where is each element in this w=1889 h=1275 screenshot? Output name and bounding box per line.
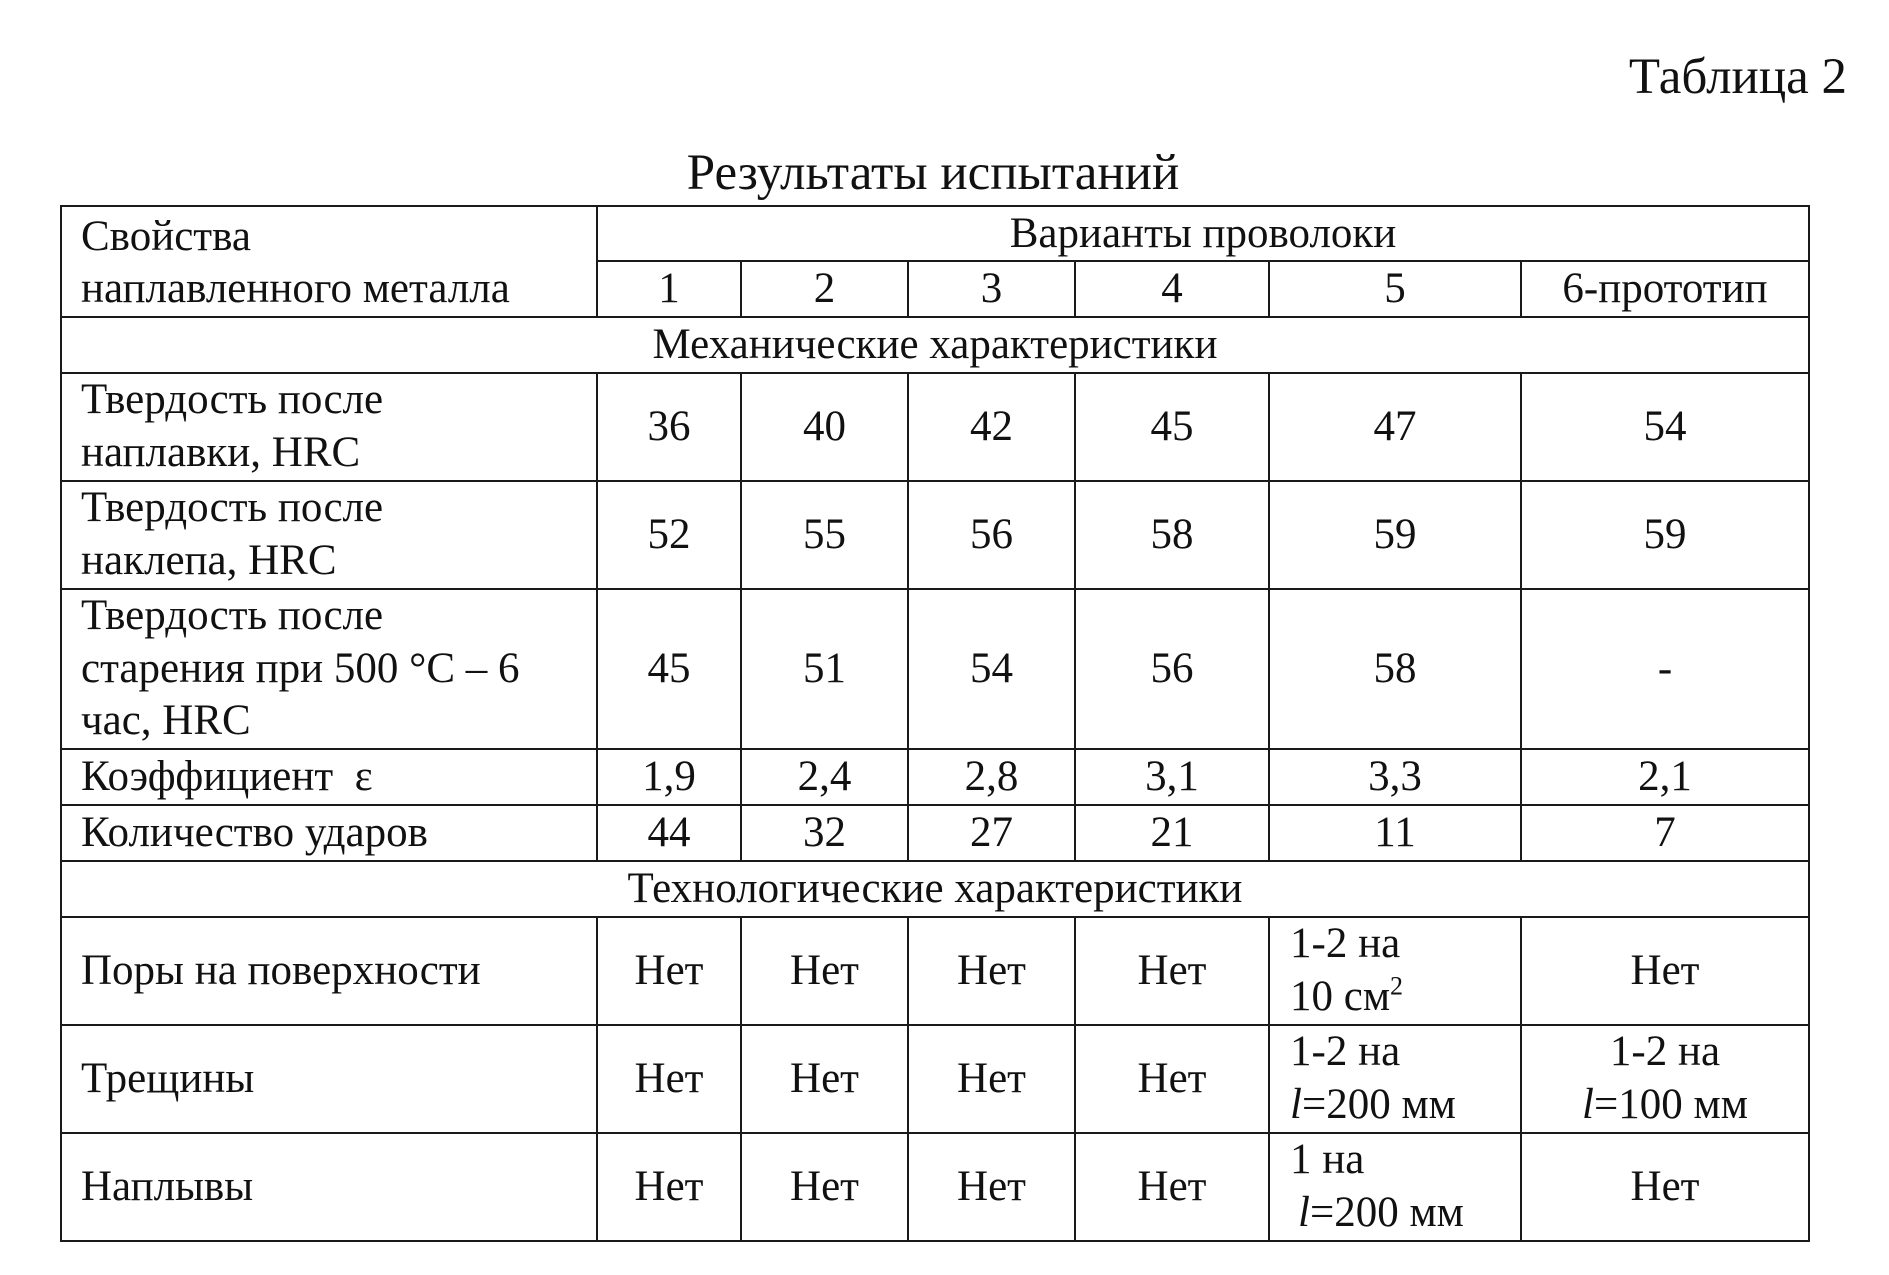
value-line: 1-2 на xyxy=(1290,920,1401,968)
value-cell: 45 xyxy=(597,589,741,749)
value-cell: Нет xyxy=(741,1025,908,1133)
variant-header-cell: 4 xyxy=(1075,261,1269,316)
value-text: 10 см xyxy=(1290,972,1391,1020)
value-cell: Нет xyxy=(597,1133,741,1241)
value-cell: Нет xyxy=(1075,1025,1269,1133)
table-row xyxy=(61,805,1809,861)
table-row xyxy=(61,749,1809,805)
value-cell: 54 xyxy=(908,589,1075,749)
property-line: наплавки, HRC xyxy=(81,428,361,476)
value-cell: 1,9 xyxy=(597,749,741,805)
value-cell: 58 xyxy=(1269,589,1521,749)
value-line xyxy=(1290,1079,1506,1131)
property-cell xyxy=(61,589,597,749)
table-row xyxy=(61,373,1809,481)
value-cell: Нет xyxy=(597,917,741,1025)
value-line xyxy=(1290,971,1506,1023)
variant-header-cell: 2 xyxy=(741,261,908,316)
value-cell: Нет xyxy=(908,917,1075,1025)
section-heading-mechanical: Механические характеристики xyxy=(61,317,1809,373)
value-cell: 51 xyxy=(741,589,908,749)
value-cell: Нет xyxy=(597,1025,741,1133)
value-cell: 11 xyxy=(1269,805,1521,861)
value-cell: Нет xyxy=(1075,917,1269,1025)
value-line xyxy=(1536,1079,1794,1131)
value-cell xyxy=(1269,1025,1521,1133)
property-line: наклепа, HRC xyxy=(81,536,337,584)
value-line: 1-2 на xyxy=(1609,1028,1721,1076)
table-row xyxy=(61,1133,1809,1241)
value-cell: 7 xyxy=(1521,805,1809,861)
length-symbol: l xyxy=(1298,1188,1310,1236)
property-cell xyxy=(61,481,597,589)
value-cell: Нет xyxy=(1521,917,1809,1025)
value-cell: 56 xyxy=(1075,589,1269,749)
value-cell: 21 xyxy=(1075,805,1269,861)
value-line xyxy=(1290,1187,1506,1239)
value-cell: Нет xyxy=(741,1133,908,1241)
properties-header-line2: наплавленного металла xyxy=(81,265,510,313)
value-text: =200 мм xyxy=(1301,1080,1456,1128)
property-cell: Количество ударов xyxy=(61,805,597,861)
property-line: старения при 500 °С – 6 xyxy=(81,644,520,692)
value-cell: Нет xyxy=(908,1133,1075,1241)
header-row-variants xyxy=(61,206,1809,261)
value-cell: 55 xyxy=(741,481,908,589)
properties-header-line1: Свойства xyxy=(81,213,251,260)
property-cell xyxy=(61,373,597,481)
superscript: 2 xyxy=(1390,971,1404,1001)
table-row xyxy=(61,589,1809,749)
value-cell: Нет xyxy=(1521,1133,1809,1241)
value-cell: 58 xyxy=(1075,481,1269,589)
table-row xyxy=(61,481,1809,589)
property-cell: Трещины xyxy=(61,1025,597,1133)
value-cell: 59 xyxy=(1269,481,1521,589)
property-cell: Наплывы xyxy=(61,1133,597,1241)
value-cell: Нет xyxy=(908,1025,1075,1133)
value-cell: 27 xyxy=(908,805,1075,861)
property-line: Твердость после xyxy=(81,592,384,640)
variant-header-cell: 1 xyxy=(597,261,741,316)
value-cell: 3,3 xyxy=(1269,749,1521,805)
value-cell: 45 xyxy=(1075,373,1269,481)
results-table xyxy=(60,205,1810,1242)
section-heading-technological: Технологические характеристики xyxy=(61,861,1809,917)
value-cell: 59 xyxy=(1521,481,1809,589)
value-text: =100 мм xyxy=(1594,1080,1748,1128)
table-row xyxy=(61,917,1809,1025)
value-cell: Нет xyxy=(1075,1133,1269,1241)
variant-header-cell: 3 xyxy=(908,261,1075,316)
value-cell: - xyxy=(1521,589,1809,749)
section-row-mechanical xyxy=(61,317,1809,373)
value-cell: 42 xyxy=(908,373,1075,481)
table-row xyxy=(61,1025,1809,1133)
value-cell: 56 xyxy=(908,481,1075,589)
value-cell: 54 xyxy=(1521,373,1809,481)
value-cell: 2,8 xyxy=(908,749,1075,805)
value-cell: Нет xyxy=(741,917,908,1025)
variant-header-cell: 6-прототип xyxy=(1521,261,1809,316)
properties-header-cell xyxy=(61,206,597,317)
value-cell: 3,1 xyxy=(1075,749,1269,805)
value-cell: 52 xyxy=(597,481,741,589)
value-line: 1-2 на xyxy=(1290,1028,1401,1076)
table-number-label: Таблица 2 xyxy=(1628,49,1847,105)
value-cell: 2,4 xyxy=(741,749,908,805)
value-cell: 2,1 xyxy=(1521,749,1809,805)
value-cell: 47 xyxy=(1269,373,1521,481)
table-title: Результаты испытаний xyxy=(686,145,1180,201)
value-cell xyxy=(1269,1133,1521,1241)
value-cell: 40 xyxy=(741,373,908,481)
value-text: =200 мм xyxy=(1309,1188,1464,1236)
value-cell: 36 xyxy=(597,373,741,481)
value-line: 1 на xyxy=(1290,1136,1365,1184)
section-row-technological xyxy=(61,861,1809,917)
property-cell: Поры на поверхности xyxy=(61,917,597,1025)
value-cell: 32 xyxy=(741,805,908,861)
length-symbol: l xyxy=(1582,1080,1594,1128)
value-cell: 44 xyxy=(597,805,741,861)
property-cell: Коэффициент ε xyxy=(61,749,597,805)
value-cell xyxy=(1269,917,1521,1025)
property-line: час, HRC xyxy=(81,697,251,745)
length-symbol: l xyxy=(1290,1080,1302,1128)
variants-header-cell: Варианты проволоки xyxy=(597,206,1809,261)
property-line: Твердость после xyxy=(81,376,384,424)
variant-header-cell: 5 xyxy=(1269,261,1521,316)
value-cell xyxy=(1521,1025,1809,1133)
property-line: Твердость после xyxy=(81,484,384,532)
